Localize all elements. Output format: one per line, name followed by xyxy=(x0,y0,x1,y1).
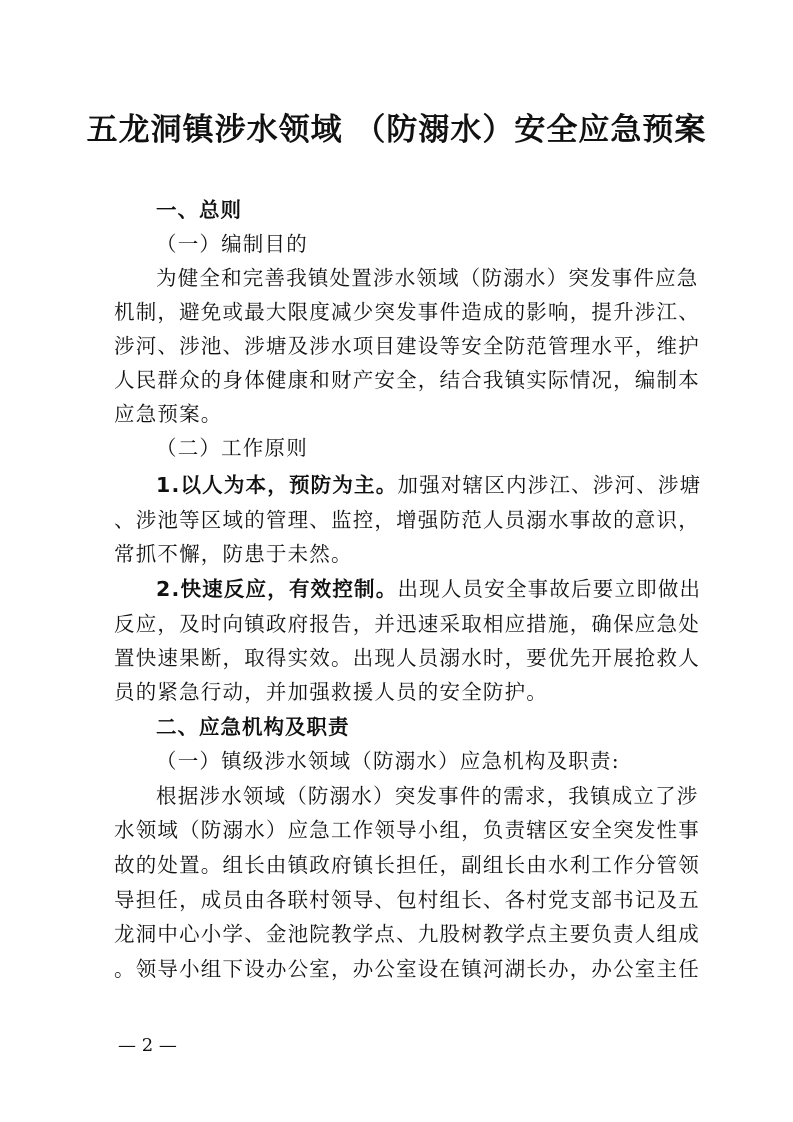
paragraph-line: 人民群众的身体健康和财产安全，结合我镇实际情况，编制本 xyxy=(114,368,700,392)
paragraph-line: 故的处置。组长由镇政府镇长担任，副组长由水利工作分管领 xyxy=(114,853,700,877)
paragraph-line: 、涉池等区域的管理、监控，增强防范人员溺水事故的意识， xyxy=(114,508,700,532)
paragraph-line: 涉河、涉池、涉塘及涉水项目建设等安全防范管理水平，维护 xyxy=(114,334,700,358)
paragraph-line xyxy=(156,574,704,604)
paragraph-line xyxy=(156,470,704,500)
paragraph-line: 为健全和完善我镇处置涉水领域（防溺水）突发事件应急 xyxy=(156,266,699,290)
principle-1-text: 加强对辖区内涉江、涉河、涉塘 xyxy=(397,473,702,497)
principle-2-text: 出现人员安全事故后要立即做出 xyxy=(397,577,702,601)
paragraph-line: 机制，避免或最大限度减少突发事件造成的影响，提升涉江、 xyxy=(114,300,700,324)
paragraph-line: 龙洞中心小学、金池院教学点、九股树教学点主要负责人组成 xyxy=(114,922,700,946)
subheading-purpose: （一）编制目的 xyxy=(156,232,308,256)
principle-1-heading: 1.以人为本，预防为主。 xyxy=(156,473,398,497)
paragraph-line: 置快速果断，取得实效。出现人员溺水时，要优先开展抢救人 xyxy=(114,646,700,670)
paragraph-line: 员的紧急行动，并加强救援人员的安全防护。 xyxy=(114,680,548,704)
paragraph-line: 水领域（防溺水）应急工作领导小组，负责辖区安全突发性事 xyxy=(114,818,700,842)
principle-2-heading: 2.快速反应，有效控制。 xyxy=(156,577,398,601)
page-number: — 2 — xyxy=(118,1035,177,1056)
subheading-town-level: （一）镇级涉水领域（防溺水）应急机构及职责: xyxy=(156,749,620,773)
paragraph-line: 常抓不懈，防患于未然。 xyxy=(114,542,353,566)
paragraph-line: 反应，及时向镇政府报告，并迅速采取相应措施，确保应急处 xyxy=(114,612,700,636)
paragraph-line: 导担任，成员由各联村领导、包村组长、各村党支部书记及五 xyxy=(114,888,700,912)
paragraph-line: 根据涉水领域（防溺水）突发事件的需求，我镇成立了涉 xyxy=(156,784,699,808)
section-heading-general: 一、总则 xyxy=(156,198,242,222)
paragraph-line: 应急预案。 xyxy=(114,402,223,426)
subheading-principles: （二）工作原则 xyxy=(156,436,308,460)
paragraph-line: 。领导小组下设办公室，办公室设在镇河湖长办，办公室主任 xyxy=(114,957,700,981)
document-title: 五龙洞镇涉水领域 （防溺水）安全应急预案 xyxy=(86,112,707,148)
section-heading-organization: 二、应急机构及职责 xyxy=(156,715,350,739)
